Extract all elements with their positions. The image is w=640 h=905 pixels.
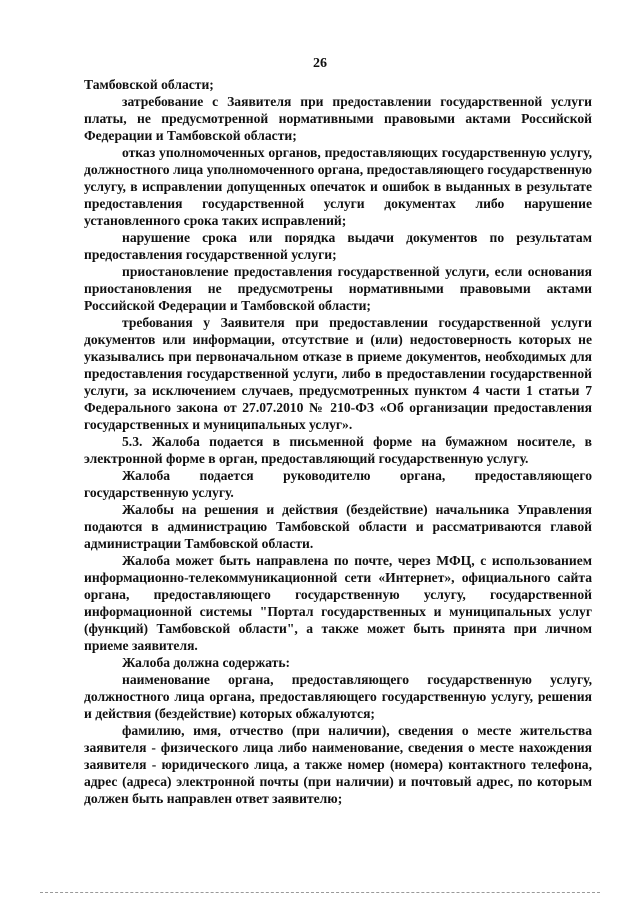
paragraph: Жалоба подается руководителю органа, предоставляющего государственную услугу. [84,468,592,500]
scan-artifact-line [40,892,600,893]
document-body [84,76,592,807]
page-number: 26 [313,56,327,71]
paragraph: приостановление предоставления государственной услуги, если основания приостановления не предусмотрены нормативными правовыми актами Российской Федерации и Тамбовской области; [84,264,592,313]
paragraph: Жалоба может быть направлена по почте, через МФЦ, с использованием информационно-телекоммуникационной сети «Интернет», официального сайта органа, предоставляющего государственную услугу, государственной информационной системы "Портал государственных и муниципальных услуг (функций) Тамбовской области", а также может быть принята при личном приеме заявителя. [84,553,592,653]
paragraph: наименование органа, предоставляющего государственную услугу, должностного лица органа, предоставляющего государственную услугу, решения и действия (бездействие) которых обжалуются; [84,672,592,721]
paragraph: фамилию, имя, отчество (при наличии), сведения о месте жительства заявителя - физического лица либо наименование, сведения о месте нахождения заявителя - юридического лица, а также номер (номера) контактного телефона, адрес (адреса) электронной почты (при наличии) и почтовый адрес, по которым должен быть направлен ответ заявителю; [84,723,592,806]
paragraph: требования у Заявителя при предоставлении государственной услуги документов или информации, отсутствие и (или) недостоверность которых не указывались при первоначальном отказе в приеме документов, необходимых для предоставления государственной услуги, либо в предоставлении государственной услуги, за исключением случаев, предусмотренных пунктом 4 части 1 статьи 7 Федерального закона от 27.07.2010 № 210-ФЗ «Об организации предоставления государственных и муниципальных услуг». [84,315,592,432]
paragraph: Жалобы на решения и действия (бездействие) начальника Управления подаются в администрацию Тамбовской области и рассматриваются главой администрации Тамбовской области. [84,502,592,551]
paragraph: Тамбовской области; [84,77,214,92]
paragraph: нарушение срока или порядка выдачи документов по результатам предоставления государственной услуги; [84,230,592,262]
paragraph: Жалоба должна содержать: [122,655,291,670]
paragraph: 5.3. Жалоба подается в письменной форме на бумажном носителе, в электронной форме в орган, предоставляющий государственную услугу. [84,434,592,466]
paragraph: отказ уполномоченных органов, предоставляющих государственную услугу, должностного лица уполномоченного органа, предоставляющего государственную услугу, в исправлении допущенных опечаток и ошибок в выданных в результате предоставления государственной услуги документах либо нарушение установленного срока таких исправлений; [84,145,592,228]
paragraph: затребование с Заявителя при предоставлении государственной услуги платы, не предусмотренной нормативными правовыми актами Российской Федерации и Тамбовской области; [84,94,592,143]
